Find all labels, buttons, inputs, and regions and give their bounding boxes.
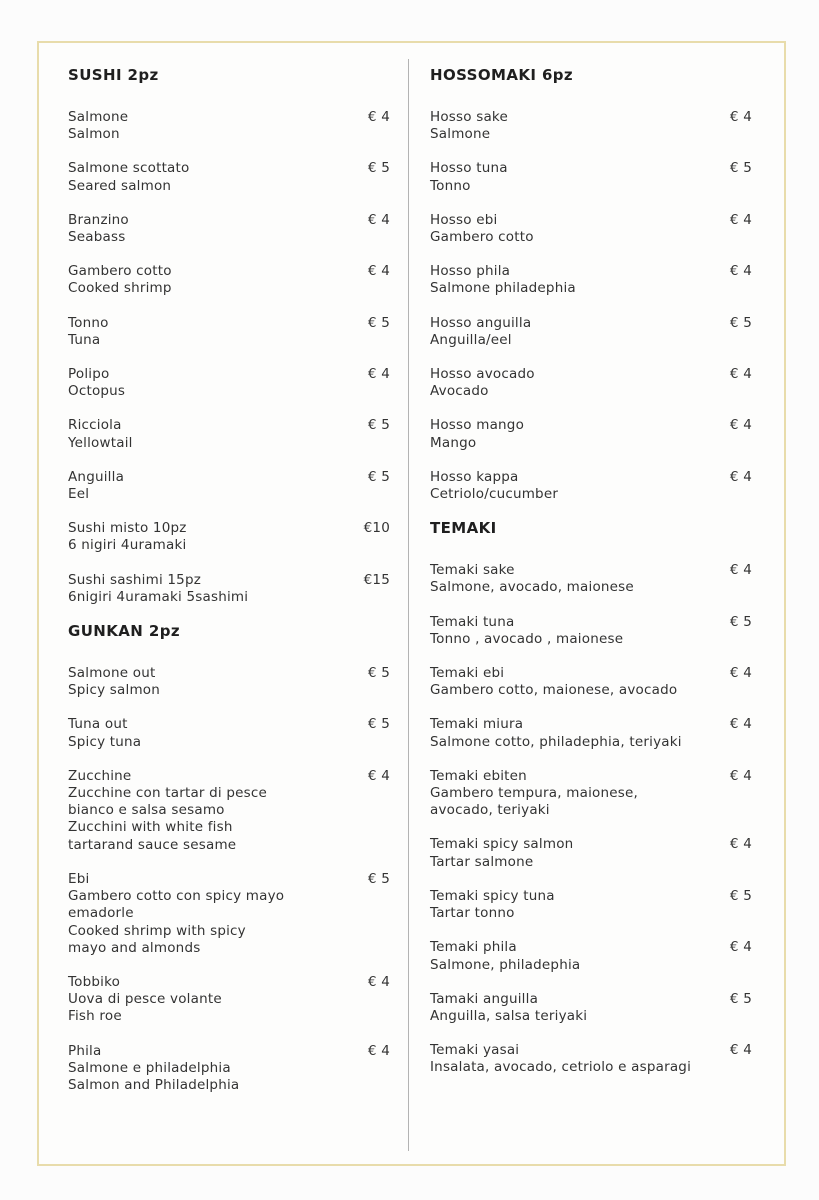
item-text — [68, 469, 124, 503]
item-price: € 4 — [729, 767, 752, 784]
item-description — [68, 486, 124, 503]
item-name: Hosso mango — [430, 417, 525, 434]
item-text — [68, 160, 189, 194]
item-price: €15 — [363, 571, 390, 588]
item-description-line: bianco e salsa sesamo — [68, 802, 225, 819]
item-price: € 5 — [367, 160, 390, 177]
item-text — [430, 160, 508, 194]
item-name: Phila — [68, 1042, 102, 1059]
item-description-line: Tonno , avocado , maionese — [430, 630, 624, 647]
menu-section — [430, 520, 752, 1076]
item-description-line: Spicy salmon — [68, 682, 161, 699]
menu-item — [430, 469, 752, 503]
item-price: € 4 — [367, 211, 390, 228]
menu-item — [68, 974, 390, 1026]
item-name: Anguilla — [68, 468, 125, 485]
item-text — [430, 991, 587, 1025]
menu-item — [430, 716, 752, 750]
item-text — [430, 836, 573, 870]
item-description — [430, 1059, 691, 1076]
item-price: € 4 — [729, 836, 752, 853]
item-description — [430, 280, 576, 297]
item-description-line: Tartar salmone — [430, 853, 534, 870]
item-price: € 5 — [367, 314, 390, 331]
item-text — [68, 417, 133, 451]
item-description-line: Insalata, avocado, cetriolo e asparagi — [430, 1059, 692, 1076]
item-description-line: Salmone e philadelphia — [68, 1059, 231, 1076]
item-description — [68, 537, 187, 554]
item-name: Temaki ebi — [430, 665, 505, 682]
menu-column-right — [430, 67, 752, 1094]
item-text — [68, 212, 129, 246]
item-name: Tuna out — [68, 716, 128, 733]
item-description — [430, 854, 573, 871]
item-description — [68, 1060, 239, 1094]
menu-item — [430, 263, 752, 297]
menu-item — [430, 1042, 752, 1076]
item-description — [430, 1008, 587, 1025]
item-text — [430, 1042, 691, 1076]
item-price: € 4 — [367, 767, 390, 784]
item-description-line: Zucchini with white fish — [68, 819, 233, 836]
item-description-line: Gambero cotto, maionese, avocado — [430, 682, 678, 699]
item-text — [68, 1043, 239, 1095]
menu-item — [68, 366, 390, 400]
item-description-line: Tartar tonno — [430, 905, 515, 922]
menu-item — [68, 469, 390, 503]
item-text — [430, 469, 558, 503]
menu-item — [68, 520, 390, 554]
item-price: € 4 — [729, 1042, 752, 1059]
item-description — [430, 178, 508, 195]
item-description — [68, 229, 129, 246]
item-price: € 4 — [729, 562, 752, 579]
item-description-line: Zucchine con tartar di pesce — [68, 785, 268, 802]
item-name: Temaki yasai — [430, 1042, 520, 1059]
item-price: € 5 — [729, 990, 752, 1007]
item-price: € 5 — [729, 613, 752, 630]
item-description-line: Salmone philadephia — [430, 280, 576, 297]
item-description — [430, 486, 558, 503]
item-text — [68, 768, 267, 854]
section-title: TEMAKI — [430, 519, 497, 538]
item-text — [430, 939, 580, 973]
menu-item — [68, 109, 390, 143]
menu-item — [68, 212, 390, 246]
menu-column-left — [68, 67, 390, 1111]
item-price: € 5 — [729, 314, 752, 331]
item-description — [68, 435, 133, 452]
item-price: € 4 — [729, 211, 752, 228]
menu-item — [430, 614, 752, 648]
item-description — [430, 905, 555, 922]
item-description-line: Mango — [430, 434, 477, 451]
section-items — [430, 109, 752, 503]
item-price: € 5 — [367, 468, 390, 485]
item-price: € 4 — [729, 109, 752, 125]
item-name: Temaki phila — [430, 939, 517, 956]
item-description-line: Anguilla/eel — [430, 331, 512, 348]
item-price: € 5 — [367, 716, 390, 733]
menu-item — [430, 366, 752, 400]
item-description — [430, 579, 634, 596]
item-name: Ebi — [68, 870, 90, 887]
item-description — [68, 888, 284, 957]
menu-item — [68, 768, 390, 854]
item-text — [430, 263, 576, 297]
item-price: € 5 — [729, 887, 752, 904]
item-text — [430, 109, 508, 143]
item-price: €10 — [363, 520, 390, 537]
item-description — [430, 126, 508, 143]
item-name: Salmone out — [68, 665, 156, 682]
item-description-line: Salmone, philadephia — [430, 956, 581, 973]
item-text — [68, 109, 128, 143]
item-description-line: mayo and almonds — [68, 939, 201, 956]
item-name: Ricciola — [68, 417, 122, 434]
item-price: € 5 — [367, 870, 390, 887]
item-text — [68, 366, 125, 400]
column-divider — [408, 59, 409, 1151]
item-name: Hosso ebi — [430, 211, 498, 228]
item-name: Hosso tuna — [430, 160, 508, 177]
menu-item — [430, 991, 752, 1025]
item-description-line: Octopus — [68, 383, 126, 400]
item-description — [430, 631, 623, 648]
item-text — [430, 768, 638, 820]
item-description-line: Seared salmon — [68, 177, 172, 194]
menu-item — [68, 315, 390, 349]
item-text — [68, 315, 109, 349]
item-text — [68, 572, 248, 606]
item-description-line: emadorle — [68, 905, 134, 922]
item-description-line: Seabass — [68, 229, 126, 246]
item-name: Temaki miura — [430, 716, 524, 733]
section-items — [68, 109, 390, 606]
item-price: € 4 — [729, 665, 752, 682]
item-description — [430, 332, 531, 349]
item-name: Hosso sake — [430, 109, 508, 125]
item-name: Hosso anguilla — [430, 314, 532, 331]
item-description-line: Cooked shrimp with spicy — [68, 922, 246, 939]
item-name: Sushi misto 10pz — [68, 520, 187, 537]
item-text — [68, 871, 284, 957]
item-price: € 4 — [367, 366, 390, 383]
item-description-line: Salmone cotto, philadephia, teriyaki — [430, 733, 682, 750]
item-price: € 4 — [367, 1042, 390, 1059]
menu-item — [430, 417, 752, 451]
item-price: € 4 — [729, 716, 752, 733]
menu-item — [68, 1043, 390, 1095]
item-price: € 5 — [367, 417, 390, 434]
menu-section — [430, 67, 752, 503]
item-description — [430, 383, 535, 400]
item-description — [68, 332, 109, 349]
menu-item — [68, 417, 390, 451]
item-text — [68, 974, 222, 1026]
item-description-line: Gambero cotto con spicy mayo — [68, 888, 285, 905]
item-price: € 4 — [729, 939, 752, 956]
menu-item — [430, 212, 752, 246]
item-description-line: Avocado — [430, 383, 489, 400]
item-description-line: Uova di pesce volante — [68, 991, 222, 1008]
item-description-line: Salmon — [68, 126, 120, 143]
item-text — [68, 716, 141, 750]
item-text — [430, 366, 535, 400]
menu-section — [68, 623, 390, 1094]
item-name: Tamaki anguilla — [430, 990, 539, 1007]
item-text — [68, 665, 160, 699]
item-text — [68, 520, 187, 554]
item-description-line: Anguilla, salsa teriyaki — [430, 1007, 588, 1024]
menu-item — [68, 871, 390, 957]
item-name: Tonno — [68, 314, 109, 331]
item-description-line: Tuna — [68, 331, 101, 348]
item-description — [68, 280, 172, 297]
menu-item — [430, 836, 752, 870]
item-description-line: Cetriolo/cucumber — [430, 486, 559, 503]
item-name: Polipo — [68, 366, 110, 383]
item-description-line: 6nigiri 4uramaki 5sashimi — [68, 588, 249, 605]
item-text — [430, 417, 524, 451]
item-name: Salmone — [68, 109, 129, 125]
menu-item — [68, 160, 390, 194]
item-description-line: Fish roe — [68, 1008, 122, 1025]
item-name: Hosso phila — [430, 263, 511, 280]
menu-item — [430, 665, 752, 699]
item-description-line: Tonno — [430, 177, 471, 194]
item-name: Temaki spicy salmon — [430, 836, 574, 853]
item-price: € 4 — [729, 366, 752, 383]
item-text — [430, 716, 682, 750]
menu-item — [68, 572, 390, 606]
menu-item — [430, 160, 752, 194]
section-title: HOSSOMAKI 6pz — [430, 66, 574, 84]
menu-item — [430, 315, 752, 349]
item-description — [68, 785, 267, 854]
item-description — [430, 957, 580, 974]
item-name: Sushi sashimi 15pz — [68, 571, 202, 588]
section-title: SUSHI 2pz — [68, 66, 159, 84]
item-description — [68, 589, 248, 606]
menu-item — [430, 768, 752, 820]
menu-item — [430, 109, 752, 143]
item-name: Temaki ebiten — [430, 767, 527, 784]
section-items — [430, 562, 752, 1076]
item-description-line: Spicy tuna — [68, 733, 142, 750]
item-text — [430, 315, 531, 349]
item-name: Temaki sake — [430, 562, 515, 579]
menu-section — [68, 67, 390, 606]
item-text — [430, 562, 634, 596]
item-description-line: 6 nigiri 4uramaki — [68, 537, 187, 554]
item-description-line: Gambero cotto — [430, 229, 534, 246]
item-description-line: avocado, teriyaki — [430, 802, 550, 819]
menu-item — [430, 888, 752, 922]
item-description — [68, 126, 128, 143]
item-description — [430, 785, 638, 819]
item-price: € 4 — [367, 973, 390, 990]
item-description-line: Salmone — [430, 126, 491, 143]
item-description — [68, 383, 125, 400]
item-description — [430, 435, 524, 452]
menu-item — [68, 665, 390, 699]
item-name: Tobbiko — [68, 973, 121, 990]
item-description — [68, 991, 222, 1025]
item-price: € 4 — [367, 109, 390, 125]
item-price: € 5 — [367, 665, 390, 682]
item-name: Zucchine — [68, 767, 132, 784]
item-price: € 4 — [729, 263, 752, 280]
item-name: Branzino — [68, 211, 129, 228]
section-items — [68, 665, 390, 1094]
item-description — [68, 734, 141, 751]
item-description-line: Gambero tempura, maionese, — [430, 785, 638, 802]
item-name: Gambero cotto — [68, 263, 172, 280]
menu-page — [37, 41, 786, 1166]
item-price: € 4 — [729, 417, 752, 434]
menu-item — [430, 562, 752, 596]
item-description-line: Salmone, avocado, maionese — [430, 579, 634, 596]
item-text — [430, 614, 623, 648]
item-description-line: Eel — [68, 486, 90, 503]
item-description — [68, 178, 189, 195]
item-text — [430, 888, 555, 922]
menu-item — [68, 263, 390, 297]
item-description-line: tartarand sauce sesame — [68, 836, 237, 853]
item-price: € 5 — [729, 160, 752, 177]
item-description — [68, 682, 160, 699]
item-description-line: Salmon and Philadelphia — [68, 1076, 240, 1093]
item-description-line: Cooked shrimp — [68, 280, 172, 297]
item-text — [68, 263, 172, 297]
item-price: € 4 — [729, 468, 752, 485]
item-description — [430, 229, 534, 246]
item-name: Hosso kappa — [430, 468, 519, 485]
item-description — [430, 734, 682, 751]
item-name: Hosso avocado — [430, 366, 535, 383]
item-description-line: Yellowtail — [68, 434, 133, 451]
item-text — [430, 665, 677, 699]
item-description — [430, 682, 677, 699]
menu-item — [68, 716, 390, 750]
section-title: GUNKAN 2pz — [68, 622, 180, 641]
item-price: € 4 — [367, 263, 390, 280]
item-name: Salmone scottato — [68, 160, 190, 177]
item-name: Temaki spicy tuna — [430, 887, 555, 904]
item-name: Temaki tuna — [430, 613, 515, 630]
item-text — [430, 212, 534, 246]
menu-item — [430, 939, 752, 973]
